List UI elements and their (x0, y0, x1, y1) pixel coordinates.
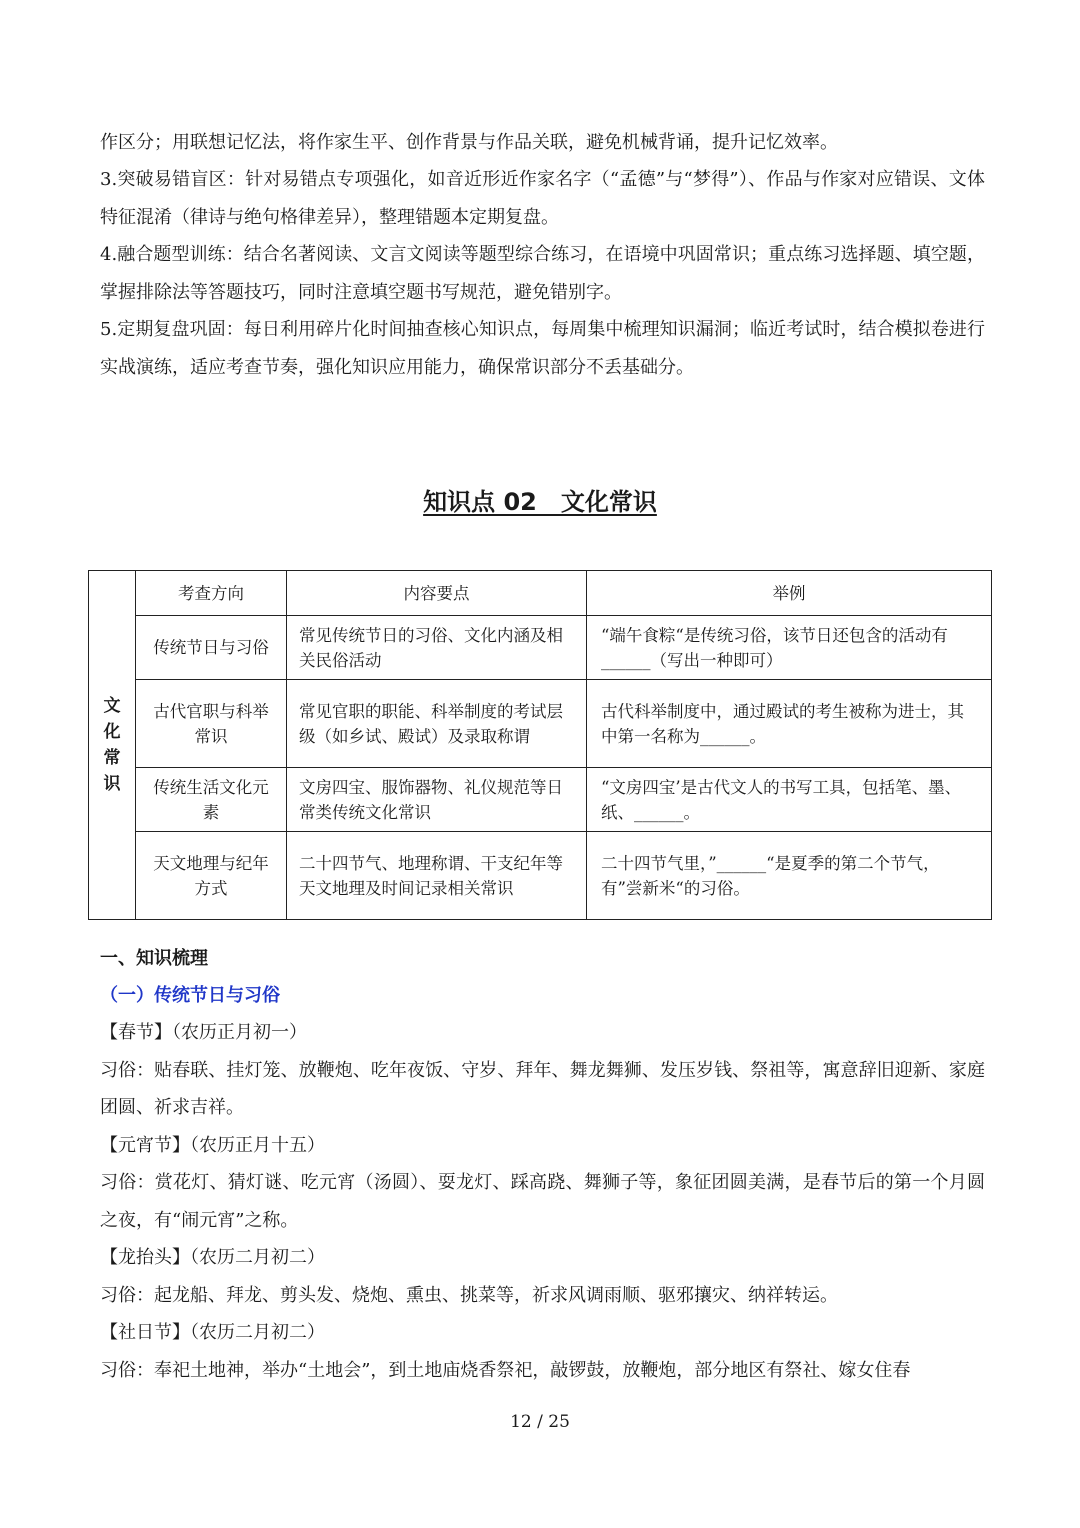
row-content: 二十四节气、地理称谓、干支纪年等天文地理及时间记录相关常识 (287, 832, 587, 920)
header-example: 举例 (587, 571, 992, 616)
row-example: 古代科举制度中，通过殿试的考生被称为进士，其中第一名称为______。 (587, 680, 992, 768)
row-example: “端午食粽“是传统习俗，该节日还包含的活动有______（写出一种即可） (587, 616, 992, 680)
row-example: “文房四宝’是古代文人的书写工具，包括笔、墨、纸、______。 (587, 768, 992, 832)
table-row (89, 832, 992, 920)
table-row (89, 768, 992, 832)
table-header-row (89, 571, 992, 616)
row-direction: 古代官职与科举常识 (136, 680, 287, 768)
subsection-heading-festivals: （一）传统节日与习俗 (100, 985, 280, 1006)
festival-heading: 【社日节】（农历二月初二） (100, 1322, 325, 1343)
table-row (89, 616, 992, 680)
side-label-text: 文化常识 (103, 696, 121, 794)
section-heading-knowledge: 一、知识梳理 (100, 948, 208, 969)
festival-heading: 【春节】（农历正月初一） (100, 1022, 307, 1043)
table-side-label (89, 571, 136, 920)
page-number: 12 / 25 (510, 1412, 570, 1432)
festival-list (100, 1014, 985, 1389)
row-content: 常见官职的职能、科举制度的考试层级（如乡试、殿试）及录取称谓 (287, 680, 587, 768)
intro-paragraph-4: 5.定期复盘巩固：每日利用碎片化时间抽查核心知识点，每周集中梳理知识漏洞；临近考试时，结合模拟卷进行实战演练，适应考查节奏，强化知识应用能力，确保常识部分不丢基础分。 (100, 319, 985, 378)
section-title: 知识点 02 文化常识 (423, 488, 657, 516)
festival-heading: 【龙抬头】（农历二月初二） (100, 1247, 325, 1268)
row-content: 文房四宝、服饰器物、礼仪规范等日常类传统文化常识 (287, 768, 587, 832)
knowledge-table (88, 570, 992, 920)
intro-paragraph-1: 作区分；用联想记忆法，将作家生平、创作背景与作品关联，避免机械背诵，提升记忆效率。 (100, 132, 838, 153)
row-direction: 天文地理与纪年方式 (136, 832, 287, 920)
table-row (89, 680, 992, 768)
header-content: 内容要点 (287, 571, 587, 616)
festival-description: 习俗：奉祀土地神，举办“土地会”，到土地庙烧香祭祀，敲锣鼓，放鞭炮，部分地区有祭社、嫁女住春 (100, 1359, 911, 1381)
row-content: 常见传统节日的习俗、文化内涵及相关民俗活动 (287, 616, 587, 680)
festival-description: 习俗：起龙船、拜龙、剪头发、烧炮、熏虫、挑菜等，祈求风调雨顺、驱邪攘灾、纳祥转运。 (100, 1284, 838, 1306)
festival-heading: 【元宵节】（农历正月十五） (100, 1134, 325, 1156)
festival-description: 习俗：贴春联、挂灯笼、放鞭炮、吃年夜饭、守岁、拜年、舞龙舞狮、发压岁钱、祭祖等，寓意辞旧迎新、家庭团圆、祈求吉祥。 (100, 1059, 985, 1118)
row-direction: 传统节日与习俗 (136, 616, 287, 680)
festival-description: 习俗：赏花灯、猜灯谜、吃元宵（汤圆）、耍龙灯、踩高跷、舞狮子等，象征团圆美满，是春节后的第一个月圆之夜，有“闹元宵”之称。 (100, 1172, 985, 1231)
intro-paragraph-2: 3.突破易错盲区：针对易错点专项强化，如音近形近作家名字（“孟德”与“梦得”）、作品与作家对应错误、文体特征混淆（律诗与绝句格律差异），整理错题本定期复盘。 (100, 169, 985, 228)
header-direction: 考查方向 (136, 571, 287, 616)
row-example: 二十四节气里，”______“是夏季的第二个节气，有”尝新米“的习俗。 (587, 832, 992, 920)
row-direction: 传统生活文化元素 (136, 768, 287, 832)
intro-paragraph-3: 4.融合题型训练：结合名著阅读、文言文阅读等题型综合练习，在语境中巩固常识；重点练习选择题、填空题，掌握排除法等答题技巧，同时注意填空题书写规范，避免错别字。 (100, 244, 985, 303)
